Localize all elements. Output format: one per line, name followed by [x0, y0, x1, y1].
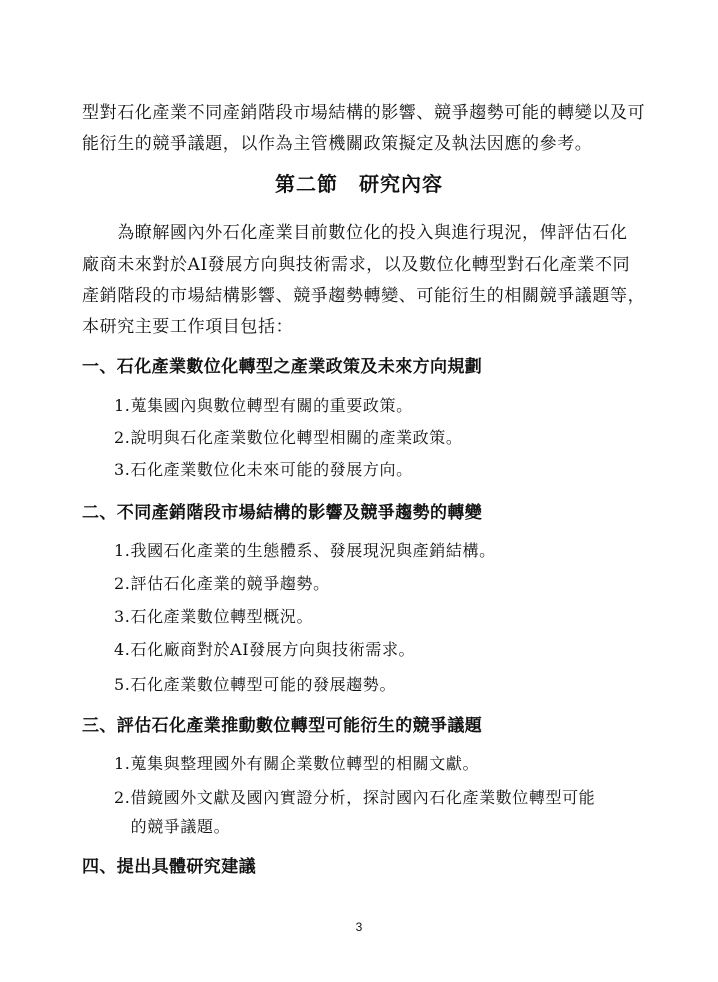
body-line-1: 為瞭解國內外石化產業目前數位化的投入與進行現況，俾評估石化 [82, 223, 628, 243]
list-item: 3.石化產業數位化未來可能的發展方向。 [114, 460, 413, 479]
heading-3: 三、評估石化產業推動數位轉型可能衍生的競爭議題 [82, 716, 483, 736]
intro-line-1: 型對石化產業不同產銷階段市場結構的影響、競爭趨勢可能的轉變以及可 [82, 103, 646, 123]
list-item: 5.石化產業數位轉型可能的發展趨勢。 [114, 675, 397, 694]
list-item: 4.石化廠商對於AI發展方向與技術需求。 [114, 640, 416, 659]
heading-1: 一、石化產業數位化轉型之產業政策及未來方向規劃 [82, 357, 483, 377]
body-line-3: 產銷階段的市場結構影響、競爭趨勢轉變、可能衍生的相關競爭議題等， [82, 286, 646, 306]
list-item: 的競爭議題。 [114, 817, 231, 836]
list-item: 3.石化產業數位轉型概況。 [114, 607, 314, 626]
intro-line-2: 能衍生的競爭議題，以作為主管機關政策擬定及執法因應的參考。 [82, 134, 593, 154]
list-item: 2.說明與石化產業數位化轉型相關的產業政策。 [114, 428, 463, 447]
page-number: 3 [355, 920, 363, 934]
list-item: 1.蒐集國內與數位轉型有關的重要政策。 [114, 396, 413, 415]
list-item: 2.評估石化產業的競爭趨勢。 [114, 574, 330, 593]
heading-4: 四、提出具體研究建議 [82, 857, 256, 877]
body-line-2: 廠商未來對於AI發展方向與技術需求，以及數位化轉型對石化產業不同 [82, 255, 631, 275]
section-title: 第二節 研究內容 [275, 172, 443, 196]
list-item: 1.我國石化產業的生態體系、發展現況與產銷結構。 [114, 541, 496, 560]
list-item: 1.蒐集與整理國外有關企業數位轉型的相關文獻。 [114, 754, 480, 773]
heading-2: 二、不同產銷階段市場結構的影響及競爭趨勢的轉變 [82, 503, 483, 523]
body-line-4: 本研究主要工作項目包括： [82, 317, 294, 337]
list-item: 2.借鏡國外文獻及國內實證分析，探討國內石化產業數位轉型可能 [114, 788, 596, 807]
